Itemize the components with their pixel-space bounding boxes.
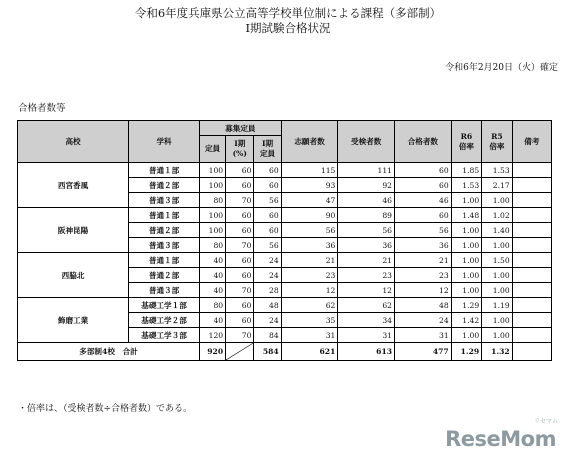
table-body xyxy=(18,163,552,361)
r5-ratio-cell: 1.00 xyxy=(482,283,513,298)
department-cell: 普通３部 xyxy=(129,238,200,253)
department-cell: 普通１部 xyxy=(129,163,200,178)
total-period1-capacity-cell: 584 xyxy=(254,343,281,361)
period1-pct-cell: 70 xyxy=(226,328,254,343)
applicants-cell: 36 xyxy=(281,238,338,253)
header-department: 学科 xyxy=(129,121,200,163)
department-cell: 普通２部 xyxy=(129,178,200,193)
period1-pct-cell: 60 xyxy=(226,313,254,328)
period1-pct-cell: 70 xyxy=(226,193,254,208)
period1-capacity-cell: 56 xyxy=(254,193,281,208)
department-cell: 基礎工学１部 xyxy=(129,298,200,313)
department-cell: 普通１部 xyxy=(129,208,200,223)
period1-capacity-cell: 24 xyxy=(254,253,281,268)
examinees-cell: 62 xyxy=(338,298,395,313)
applicants-cell: 62 xyxy=(281,298,338,313)
r5-ratio-cell: 1.19 xyxy=(482,298,513,313)
period1-pct-cell: 70 xyxy=(226,238,254,253)
examinees-cell: 56 xyxy=(338,223,395,238)
period1-pct-cell: 70 xyxy=(226,283,254,298)
applicants-cell: 115 xyxy=(281,163,338,178)
r6-ratio-cell: 1.00 xyxy=(451,238,482,253)
capacity-cell: 40 xyxy=(199,253,225,268)
passed-cell: 12 xyxy=(395,283,452,298)
applicants-cell: 23 xyxy=(281,268,338,283)
table-row xyxy=(18,298,552,313)
total-capacity-cell: 920 xyxy=(199,343,225,361)
capacity-cell: 100 xyxy=(199,223,225,238)
examinees-cell: 31 xyxy=(338,328,395,343)
r5-ratio-cell: 1.40 xyxy=(482,223,513,238)
total-r6-ratio-cell: 1.29 xyxy=(451,343,482,361)
r6-ratio-cell: 1.85 xyxy=(451,163,482,178)
period1-pct-cell: 60 xyxy=(226,178,254,193)
period1-pct-cell: 60 xyxy=(226,268,254,283)
department-cell: 普通２部 xyxy=(129,223,200,238)
examinees-cell: 92 xyxy=(338,178,395,193)
document-subtitle: Ⅰ期試験合格状況 xyxy=(245,21,331,35)
examinees-cell: 36 xyxy=(338,238,395,253)
r5-ratio-cell: 1.00 xyxy=(482,268,513,283)
period1-capacity-cell: 60 xyxy=(254,178,281,193)
confirmation-date: 令和6年2月20日（火）確定 xyxy=(445,63,558,73)
header-capacity: 定員 xyxy=(199,136,225,163)
resemom-logo xyxy=(445,413,562,455)
logo-kana: リセマム xyxy=(534,418,558,425)
period1-pct-cell: 60 xyxy=(226,253,254,268)
r6-ratio-cell: 1.00 xyxy=(451,268,482,283)
r6-ratio-cell: 1.53 xyxy=(451,178,482,193)
notes-cell xyxy=(512,283,551,298)
notes-cell xyxy=(512,178,551,193)
period1-capacity-cell: 60 xyxy=(254,163,281,178)
r6-ratio-cell: 1.42 xyxy=(451,313,482,328)
document-title: 令和6年度兵庫県公立高等学校単位制による課程（多部制） xyxy=(134,6,442,20)
notes-cell xyxy=(512,223,551,238)
period1-capacity-cell: 60 xyxy=(254,208,281,223)
r6-ratio-cell: 1.48 xyxy=(451,208,482,223)
r5-ratio-cell: 1.00 xyxy=(482,193,513,208)
period1-capacity-cell: 24 xyxy=(254,313,281,328)
r6-ratio-cell: 1.00 xyxy=(451,193,482,208)
section-label: 合格者数等 xyxy=(18,103,66,114)
r5-ratio-cell: 1.00 xyxy=(482,313,513,328)
header-notes: 備考 xyxy=(512,121,551,163)
period1-pct-cell: 60 xyxy=(226,163,254,178)
capacity-cell: 100 xyxy=(199,178,225,193)
r6-ratio-cell: 1.00 xyxy=(451,283,482,298)
header-recruitment: 募集定員 xyxy=(199,121,281,136)
examinees-cell: 89 xyxy=(338,208,395,223)
period1-pct-cell: 60 xyxy=(226,298,254,313)
applicants-cell: 47 xyxy=(281,193,338,208)
passed-cell: 56 xyxy=(395,223,452,238)
r5-ratio-cell: 1.53 xyxy=(482,163,513,178)
table-row xyxy=(18,253,552,268)
r6-ratio-cell: 1.29 xyxy=(451,298,482,313)
capacity-cell: 80 xyxy=(199,193,225,208)
diagonal-line xyxy=(226,343,253,360)
school-name: 飾磨工業 xyxy=(18,298,129,343)
r5-ratio-cell: 1.00 xyxy=(482,238,513,253)
period1-pct-cell: 60 xyxy=(226,223,254,238)
notes-cell xyxy=(512,253,551,268)
table-row xyxy=(18,208,552,223)
applicants-cell: 35 xyxy=(281,313,338,328)
capacity-cell: 40 xyxy=(199,313,225,328)
header-period1-pct: Ⅰ期 (%) xyxy=(226,136,254,163)
period1-capacity-cell: 84 xyxy=(254,328,281,343)
applicants-cell: 93 xyxy=(281,178,338,193)
capacity-cell: 120 xyxy=(199,328,225,343)
passed-cell: 48 xyxy=(395,298,452,313)
applicants-cell: 21 xyxy=(281,253,338,268)
total-applicants-cell: 621 xyxy=(281,343,338,361)
r5-ratio-cell: 1.50 xyxy=(482,253,513,268)
footnote: ・倍率は、（受検者数÷合格者数）である。 xyxy=(18,404,193,414)
r6-ratio-cell: 1.00 xyxy=(451,328,482,343)
examinees-cell: 111 xyxy=(338,163,395,178)
header-r6-ratio: R6 倍率 xyxy=(451,121,482,163)
notes-cell xyxy=(512,208,551,223)
capacity-cell: 80 xyxy=(199,298,225,313)
passed-cell: 60 xyxy=(395,163,452,178)
examinees-cell: 21 xyxy=(338,253,395,268)
notes-cell xyxy=(512,268,551,283)
period1-pct-cell: 60 xyxy=(226,208,254,223)
department-cell: 普通３部 xyxy=(129,283,200,298)
department-cell: 基礎工学２部 xyxy=(129,313,200,328)
header-r5-ratio: R5 倍率 xyxy=(482,121,513,163)
notes-cell xyxy=(512,298,551,313)
notes-cell xyxy=(512,193,551,208)
passed-cell: 21 xyxy=(395,253,452,268)
period1-capacity-cell: 56 xyxy=(254,238,281,253)
capacity-cell: 100 xyxy=(199,208,225,223)
total-passed-cell: 477 xyxy=(395,343,452,361)
logo-text: ReseMom xyxy=(445,427,556,451)
r6-ratio-cell: 1.00 xyxy=(451,223,482,238)
period1-capacity-cell: 24 xyxy=(254,268,281,283)
passed-cell: 31 xyxy=(395,328,452,343)
passed-cell: 60 xyxy=(395,178,452,193)
header-school: 高校 xyxy=(18,121,129,163)
applicants-cell: 31 xyxy=(281,328,338,343)
r5-ratio-cell: 1.02 xyxy=(482,208,513,223)
examinees-cell: 23 xyxy=(338,268,395,283)
passed-cell: 46 xyxy=(395,193,452,208)
applicants-cell: 90 xyxy=(281,208,338,223)
total-row xyxy=(18,343,552,361)
notes-cell xyxy=(512,163,551,178)
capacity-cell: 80 xyxy=(199,238,225,253)
results-table xyxy=(17,120,552,361)
total-r5-ratio-cell: 1.32 xyxy=(482,343,513,361)
header-examinees: 受検者数 xyxy=(338,121,395,163)
applicants-cell: 12 xyxy=(281,283,338,298)
passed-cell: 60 xyxy=(395,208,452,223)
passed-cell: 24 xyxy=(395,313,452,328)
applicants-cell: 56 xyxy=(281,223,338,238)
period1-capacity-cell: 60 xyxy=(254,223,281,238)
header-applicants: 志願者数 xyxy=(281,121,338,163)
school-name: 西脇北 xyxy=(18,253,129,298)
department-cell: 普通１部 xyxy=(129,253,200,268)
school-name: 西宮香風 xyxy=(18,163,129,208)
total-notes-cell xyxy=(512,343,551,361)
department-cell: 普通３部 xyxy=(129,193,200,208)
examinees-cell: 46 xyxy=(338,193,395,208)
passed-cell: 23 xyxy=(395,268,452,283)
capacity-cell: 40 xyxy=(199,268,225,283)
passed-cell: 36 xyxy=(395,238,452,253)
period1-capacity-cell: 28 xyxy=(254,283,281,298)
notes-cell xyxy=(512,238,551,253)
department-cell: 普通２部 xyxy=(129,268,200,283)
r5-ratio-cell: 1.00 xyxy=(482,328,513,343)
examinees-cell: 34 xyxy=(338,313,395,328)
total-label: 多部制4校 合計 xyxy=(18,343,200,361)
capacity-cell: 100 xyxy=(199,163,225,178)
school-name: 阪神昆陽 xyxy=(18,208,129,253)
diagonal-slash-cell xyxy=(226,343,254,361)
capacity-cell: 40 xyxy=(199,283,225,298)
examinees-cell: 12 xyxy=(338,283,395,298)
r5-ratio-cell: 2.17 xyxy=(482,178,513,193)
notes-cell xyxy=(512,313,551,328)
table-row xyxy=(18,163,552,178)
r6-ratio-cell: 1.00 xyxy=(451,253,482,268)
notes-cell xyxy=(512,328,551,343)
period1-capacity-cell: 48 xyxy=(254,298,281,313)
department-cell: 基礎工学３部 xyxy=(129,328,200,343)
total-examinees-cell: 613 xyxy=(338,343,395,361)
header-passed: 合格者数 xyxy=(395,121,452,163)
header-period1-capacity: Ⅰ期 定員 xyxy=(254,136,281,163)
